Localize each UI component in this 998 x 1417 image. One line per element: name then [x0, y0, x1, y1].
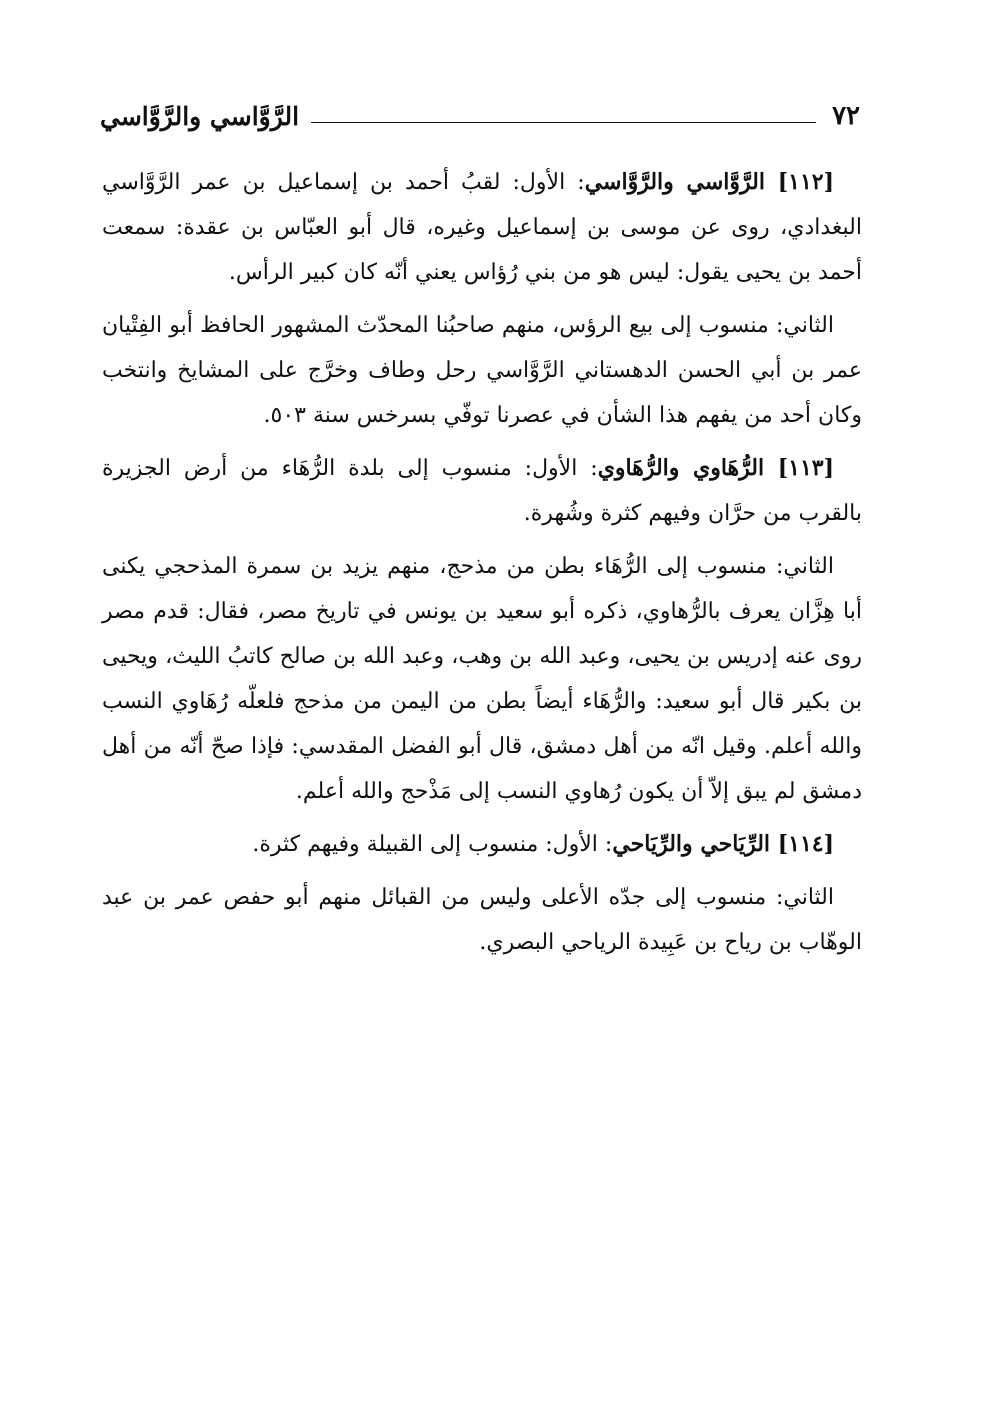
entry-114	[102, 822, 862, 867]
entry-112-second: الثاني: منسوب إلى بيع الرؤس، منهم صاحبُنا المحدّث المشهور الحافظ أبو الفِتْيان عمر بن أبي الحسن الدهستاني الرَّوَّاسي رحل وطاف وخرَّج على المشايخ وانتخب وكان أحد من يفهم هذا الشأن في عصرنا توفّي بسرخس سنة ٥٠٣.	[102, 313, 862, 428]
page-number: ٧٢	[832, 101, 860, 131]
entry-text: : الأول: منسوب إلى بلدة الرُّهَاء من أرض الجزيرة بالقرب من حرَّان وفيهم كثرة وشُهرة.	[102, 456, 862, 526]
entry-112	[102, 160, 862, 295]
entry-113-second: الثاني: منسوب إلى الرُّهَاء بطن من مذحج، منهم يزيد بن سمرة المذحجي يكنى أبا هِزَّان يعرف بالرُّهاوي، ذكره أبو سعيد بن يونس في تاريخ مصر، فقال: قدم مصر روى عنه إدريس بن يحيى، وعبد الله بن وهب، وعبد الله بن صالح كاتبُ الليث، ويحيى بن بكير قال أبو سعيد: والرُّهَاء أيضاً بطن من اليمن من مذحج فلعلّه رُهَاوي النسب والله أعلم. وقيل انّه من أهل دمشق، قال أبو الفضل المقدسي: فإذا صحّ أنّه من أهل دمشق لم يبق إلاّ أن يكون رُهاوي النسب إلى مَذْحج والله أعلم.	[102, 554, 862, 804]
entry-heading: [١١٢] الرَّوَّاسي والرَّوَّاسي	[584, 169, 834, 195]
running-title: الرَّوَّاسي والرَّوَّاسي	[100, 101, 300, 131]
entry-114-second: الثاني: منسوب إلى جدّه الأعلى وليس من القبائل منهم أبو حفص عمر بن عبد الوهّاب بن رياح بن عَبِيدة الرياحي البصري.	[102, 885, 862, 955]
entry-heading: [١١٣] الرُّهَاوي والرُّهَاوي	[597, 455, 834, 481]
entry-heading: [١١٤] الرِّيَاحي والرِّيَاحي	[612, 831, 834, 857]
entry-text: : الأول: منسوب إلى القبيلة وفيهم كثرة.	[252, 832, 613, 857]
entry-text: : الأول: لقبُ أحمد بن إسماعيل بن عمر الرَّوَّاسي البغدادي، روى عن موسى بن إسماعيل وغيره، قال أبو العبّاس بن عقدة: سمعت أحمد بن يحيى يقول: ليس هو من بني رُؤاس يعني أنّه كان كبير الرأس.	[102, 170, 862, 285]
entry-113	[102, 446, 862, 536]
page-header	[100, 96, 860, 136]
header-rule	[311, 122, 816, 123]
body-text	[102, 160, 862, 973]
